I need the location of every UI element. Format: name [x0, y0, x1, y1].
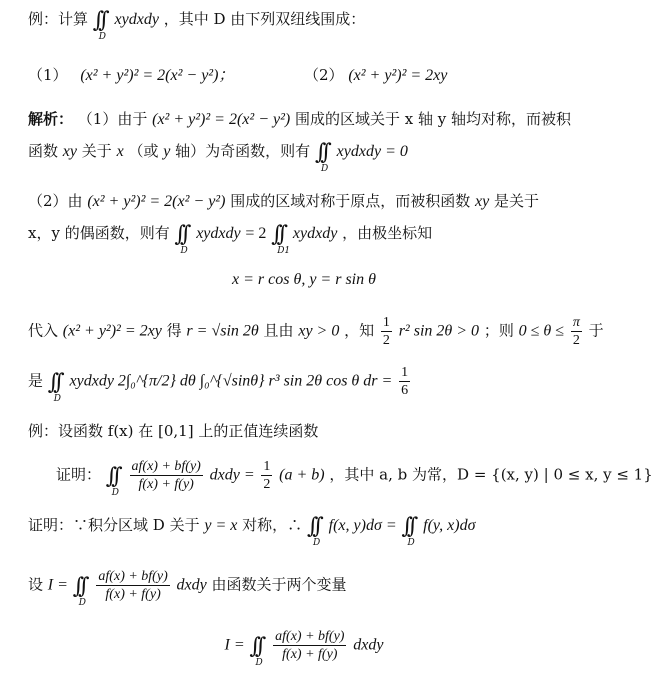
equation: (a + b): [279, 466, 325, 484]
text: ，其中 a, b 为常，D = {(x, y) | 0 ≤ x, y ≤ 1}: [329, 465, 653, 484]
double-integral-sign: ∫∫ D: [72, 573, 86, 608]
double-integral-sign: ∫∫ D: [401, 514, 415, 548]
equation: xydxdy = 0: [336, 143, 408, 160]
equation: r = √sin 2θ: [186, 322, 259, 340]
text: 是关于: [493, 192, 539, 210]
text: （2）由: [28, 192, 83, 210]
solution-line4: [28, 222, 608, 256]
example2-claim: [56, 458, 653, 498]
text: 轴）为奇函数，则有: [175, 142, 311, 160]
numerator: af(x) + bf(y): [131, 459, 201, 474]
fraction-one-sixth: [399, 364, 410, 399]
text: 且由: [263, 321, 294, 340]
denominator: f(x) + f(y): [138, 477, 194, 492]
text: 证明：∵积分区域 D 关于: [28, 516, 200, 534]
solution-line7: [28, 364, 608, 404]
text: 得: [166, 321, 182, 340]
text: 代入: [28, 321, 59, 340]
text: 是: [28, 371, 44, 390]
text: 函数: [28, 142, 59, 160]
text: ；则: [483, 321, 514, 340]
text: 证明：: [56, 465, 102, 484]
equation: = 2: [245, 225, 267, 242]
text: （1）由于: [77, 110, 148, 128]
double-integral-sign: ∫∫ D: [174, 222, 188, 256]
case2-label: （2）: [304, 66, 344, 84]
fraction-pi-half: [571, 314, 582, 349]
text: 关于: [81, 142, 112, 160]
final-I: [0, 628, 608, 668]
equation: x = r cos θ, y = r sin θ: [232, 271, 376, 288]
fraction-af-bf: [96, 568, 169, 603]
numerator: af(x) + bf(y): [275, 629, 345, 644]
text: x，y 的偶函数，则有: [28, 224, 170, 242]
denominator: f(x) + f(y): [105, 587, 161, 602]
numerator: 1: [401, 365, 409, 380]
equation: dxdy =: [209, 466, 255, 484]
text: 于: [588, 321, 604, 340]
fraction-half: [381, 314, 392, 349]
double-integral-sign: ∫∫ D1: [271, 222, 291, 256]
equation: dxdy: [176, 576, 207, 594]
equation: xydxdy: [196, 225, 241, 242]
example1-head: 例：计算: [28, 10, 89, 28]
numerator: π: [572, 315, 580, 330]
equation: dxdy: [353, 636, 384, 654]
solution-line2: [28, 140, 608, 174]
define-I: [28, 568, 608, 608]
double-integral-sign: ∫∫ D: [105, 463, 120, 498]
double-integral-sign: ∫∫ D: [249, 633, 263, 668]
text: 围成的区域对称于原点，而被积函数: [230, 192, 471, 210]
equation: y = x: [204, 517, 238, 534]
double-integral-sign: ∫∫ D: [314, 140, 329, 174]
equation: r² sin 2θ > 0: [398, 322, 480, 340]
double-integral-sign: ∫∫ D: [47, 369, 62, 404]
example1-statement: [28, 8, 608, 42]
example1-cases: [28, 62, 608, 85]
example1-tail: ，其中 D 由下列双纽线围成：: [163, 10, 366, 28]
proof-line1: [28, 514, 608, 548]
text: （或: [128, 142, 159, 160]
text: 对称，∴: [242, 516, 303, 534]
text: 例：设函数 f(x) 在 [0,1] 上的正值连续函数: [28, 422, 319, 440]
solution-line3: [28, 190, 608, 211]
solution-line6: [28, 314, 608, 349]
denominator: f(x) + f(y): [282, 647, 338, 662]
case2-equation: (x² + y²)² = 2xy: [348, 67, 448, 84]
numerator: 1: [263, 459, 271, 474]
solution-label: 解析：: [28, 110, 74, 128]
case1-equation: (x² + y²)² = 2(x² − y²)；: [80, 67, 235, 84]
equation: xydxdy 2∫₀^{π/2} dθ ∫₀^{√sinθ} r³ sin 2θ cos θ dr =: [69, 372, 393, 390]
denominator: 6: [401, 383, 409, 398]
equation: 0 ≤ θ ≤: [518, 322, 565, 340]
text: ，由极坐标知: [342, 224, 433, 242]
text: 围成的区域关于 x 轴 y 轴均对称，而被积: [295, 110, 572, 128]
double-integral-sign: ∫∫ D: [92, 8, 107, 42]
equation: f(x, y)dσ =: [328, 517, 397, 534]
math-var: xy: [62, 143, 77, 160]
equation: xy > 0: [298, 322, 340, 340]
fraction-af-bf: [273, 628, 346, 663]
text: ，知: [344, 321, 375, 340]
text: 设: [28, 575, 44, 594]
fraction-half: [261, 458, 272, 493]
math-var: xy: [475, 193, 490, 210]
equation: f(y, x)dσ: [423, 517, 476, 534]
equation: I =: [224, 636, 245, 654]
equation: (x² + y²)² = 2(x² − y²): [87, 193, 226, 210]
case1-label: （1）: [28, 66, 68, 84]
math-var: x: [116, 143, 124, 160]
equation: I =: [47, 576, 68, 594]
example2-statement: [28, 420, 608, 441]
denominator: 2: [572, 333, 580, 348]
numerator: 1: [382, 315, 390, 330]
equation: (x² + y²)² = 2xy: [62, 322, 162, 340]
solution-line1: [28, 108, 608, 129]
math-var: y: [163, 143, 171, 160]
polar-equation: [0, 270, 608, 289]
double-integral-sign: ∫∫ D: [306, 514, 321, 548]
integrand: xydxdy: [114, 11, 159, 28]
text: 由函数关于两个变量: [211, 575, 347, 594]
denominator: 2: [382, 333, 390, 348]
equation: xydxdy: [292, 225, 338, 242]
fraction-af-bf: [130, 458, 203, 493]
numerator: af(x) + bf(y): [98, 569, 168, 584]
equation: (x² + y²)² = 2(x² − y²): [152, 111, 291, 128]
denominator: 2: [263, 477, 271, 492]
